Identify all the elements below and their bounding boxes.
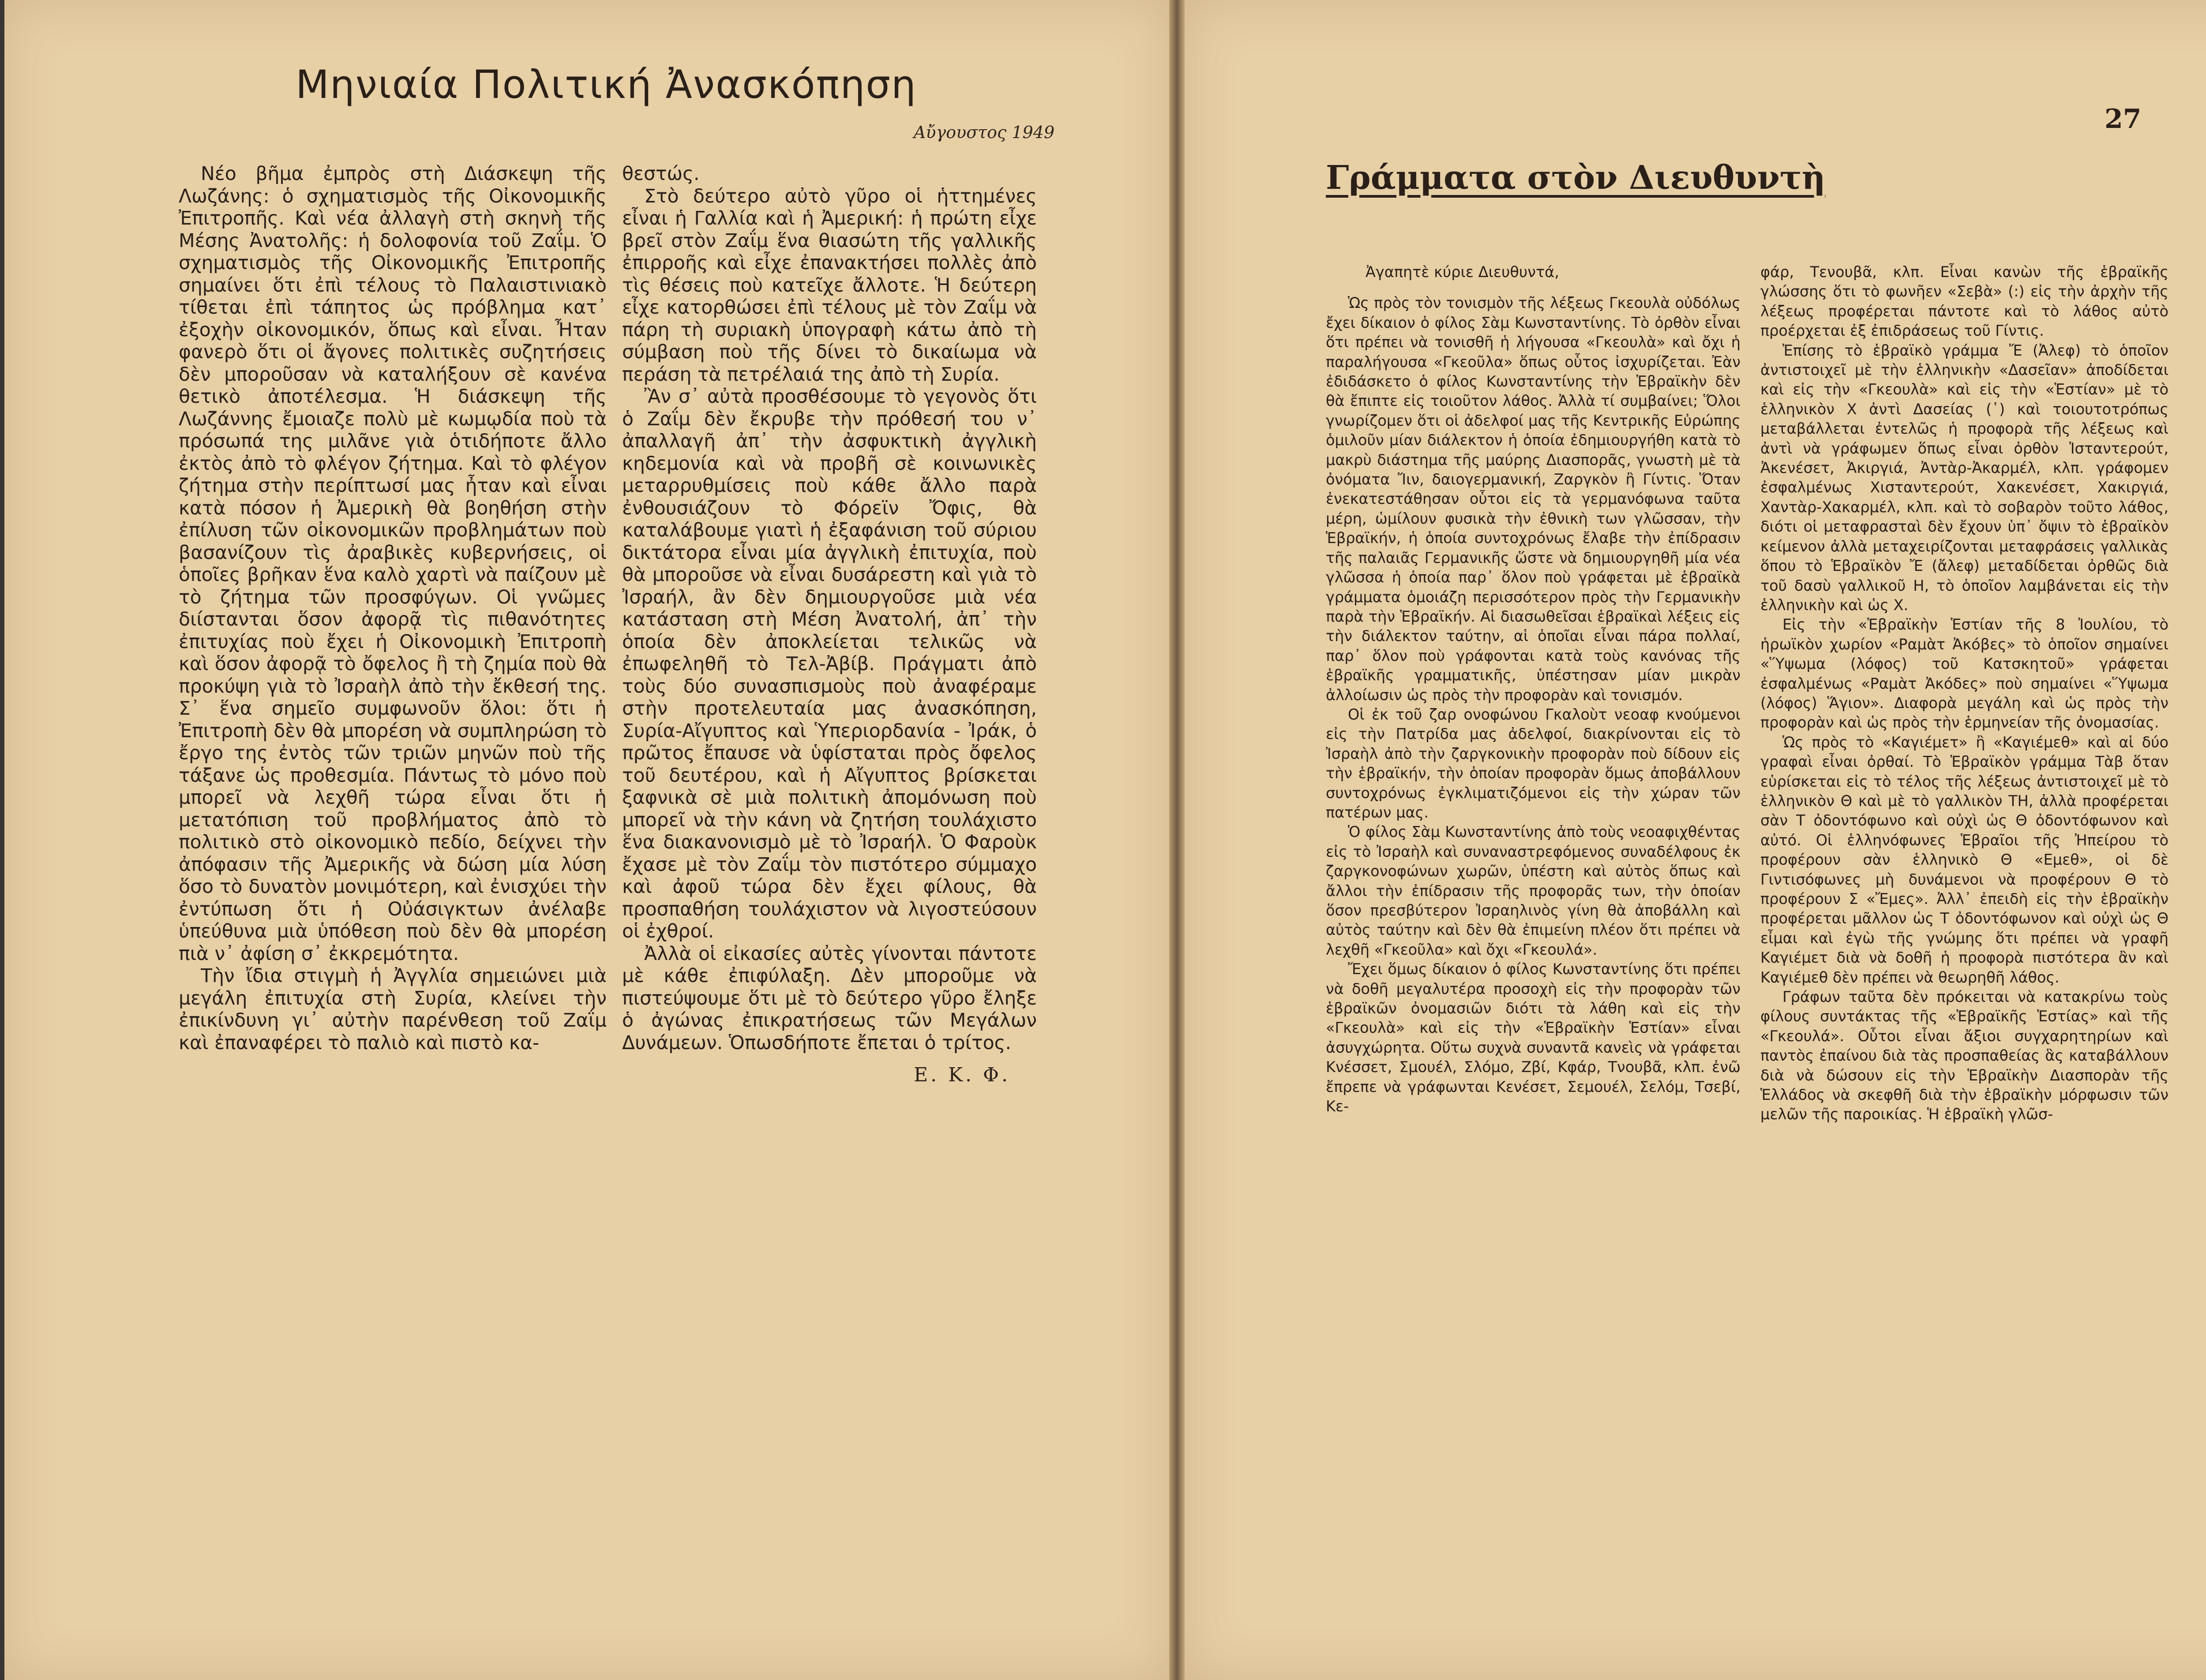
left-column-2 [622, 163, 1037, 1575]
paragraph: Νέο βῆμα ἐμπρὸς στὴ Διάσκεψη τῆς Λωζάνης: ὁ σχηματισμὸς τῆς Οἰκονομικῆς Ἐπιτροπῆς. Καὶ νέα ἀλλαγὴ στὴ σκηνὴ τῆς Μέσης Ἀνατολῆς: ἡ δολοφονία τοῦ Ζαΐμ. Ὁ σχηματισμὸς τῆς Οἰκονομικῆς Ἐπιτροπῆς σημαίνει ὅτι ἐπὶ τέλους τὸ Παλαιστινιακὸ τίθεται ἐπὶ τάπητος ὡς πρόβλημα κατ᾽ ἐξοχὴν οἰκονομικόν, ὅπως καὶ εἶναι. Ἦταν φανερὸ ὅτι οἱ ἄγονες πολιτικὲς συζητήσεις δὲν μποροῦσαν νὰ καταλήξουν σὲ κανένα θετικὸ ἀποτέλεσμα. Ἡ διάσκεψη τῆς Λωζάννης ἔμοιαζε πολὺ μὲ κωμῳδία ποὺ τὰ πρόσωπά της μιλᾶνε γιὰ ὁτιδήποτε ἄλλο ἐκτὸς ἀπὸ τὸ φλέγον ζήτημα. Καὶ τὸ φλέγον ζήτημα στὴν περίπτωσί μας ἦταν καὶ εἶναι κατὰ πόσον ἡ Ἀμερικὴ θὰ βοηθήση στὴν ἐπίλυση τῶν οἰκονομικῶν προβλημάτων ποὺ βασανίζουν τὶς ἀραβικὲς κυβερνήσεις, οἱ ὁποῖες βρῆκαν ἕνα καλὸ χαρτὶ νὰ παίζουν μὲ τὸ ζήτημα τῶν προσφύγων. Οἱ γνῶμες διίστανται ὅσον ἀφορᾷ τὶς πιθανότητες ἐπιτυχίας ποὺ ἔχει ἡ Οἰκονομικὴ Ἐπιτροπὴ καὶ ὅσον ἀφορᾷ τὸ ὄφελος ἢ τὴ ζημία ποὺ θὰ προκύψη γιὰ τὸ Ἰσραὴλ ἀπὸ τὴν ἔκθεσή της. Σ᾽ ἕνα σημεῖο συμφωνοῦν ὅλοι: ὅτι ἡ Ἐπιτροπὴ δὲν θὰ μπορέση νὰ συμπληρώση τὸ ἔργο της ἐντὸς τῶν τριῶν μηνῶν ποὺ τῆς τάξανε ὡς προθεσμία. Πάντως τὸ μόνο ποὺ μπορεῖ νὰ λεχθῆ τώρα εἶναι ὅτι ἡ μετατόπιση τοῦ προβλήματος ἀπὸ τὸ πολιτικὸ στὸ οἰκονομικὸ πεδίο, δείχνει τὴν ἀπόφασιν τῆς Ἀμερικῆς νὰ δώση μία λύση ὅσο τὸ δυνατὸν μονιμότερη, καὶ ἐνισχύει τὴν ἐντύπωση ὅτι ἡ Οὐάσιγκτων ἀνέλαβε ὑπεύθυνα μιὰ ὑπόθεση ποὺ δὲν θὰ μπορέση πιὰ ν᾽ ἀφίση σ᾽ ἐκκρεμότητα. [179, 163, 607, 965]
paragraph: Ἂν σ᾽ αὐτὰ προσθέσουμε τὸ γεγονὸς ὅτι ὁ Ζαΐμ δὲν ἔκρυβε τὴν πρόθεσή του ν᾽ ἀπαλλαγῆ ἀπ᾽ τὴν ἀσφυκτικὴ ἀγγλικὴ κηδεμονία καὶ νὰ προβῆ σὲ κοινωνικὲς μεταρρυθμίσεις ποὺ κάθε ἄλλο παρὰ ἐνθουσιάζουν τὸ Φόρεϊν Ὄφις, θὰ καταλάβουμε γιατὶ ἡ ἐξαφάνιση τοῦ σύριου δικτάτορα εἶναι μία ἀγγλικὴ ἐπιτυχία, ποὺ θὰ μποροῦσε νὰ εἶναι δυσάρεστη καὶ γιὰ τὸ Ἰσραήλ, ἂν δὲν δημιουργοῦσε μιὰ νέα κατάσταση στὴ Μέση Ἀνατολή, ἀπ᾽ τὴν ὁποία δὲν ἀποκλείεται τελικῶς νὰ ἐπωφεληθῆ τὸ Τελ-Ἀβίβ. Πράγματι ἀπὸ τοὺς δύο συνασπισμοὺς ποὺ ἀναφέραμε στὴν προτελευταία μας ἀνασκόπηση, Συρία-Αἴγυπτος καὶ Ὑπεριορδανία - Ἰράκ, ὁ πρῶτος ἔπαυσε νὰ ὑφίσταται πρὸς ὄφελος τοῦ δευτέρου, καὶ ἡ Αἴγυπτος βρίσκεται ξαφνικὰ σὲ μιὰ πολιτικὴ ἀπομόνωση ποὺ μπορεῖ νὰ τὴν κάνη νὰ ζητήση τουλάχιστο ἕνα διακανονισμὸ μὲ τὸ Ἰσραήλ. Ὁ Φαροὺκ ἔχασε μὲ τὸν Ζαΐμ τὸν πιστότερο σύμμαχο καὶ ἀφοῦ τώρα δὲν ἔχει φίλους, θὰ προσπαθήση τουλάχιστον νὰ λιγοστεύσουν οἱ ἐχθροί. [622, 386, 1037, 942]
paragraph: Ἐπίσης τὸ ἑβραϊκὸ γράμμα Ἔ (Ἀλεφ) τὸ ὁποῖον ἀντιστοιχεῖ μὲ τὴν ἑλληνικὴν «Δασεῖαν» ἀποδίδεται καὶ εἰς τὴν «Γκεουλὰ» καὶ εἰς τὴν «Ἑστίαν» μὲ τὸ ἑλληνικὸν Χ ἀντὶ Δασείας (῾) καὶ τοιουτοτρόπως μεταβάλλεται ἐντελῶς ἡ προφορὰ τῆς λέξεως καὶ ἀντὶ νὰ γράφωμεν ὅπως εἶναι ὀρθὸν Ἰσταντερούτ, Ἀκενέσετ, Ἀκιργιά, Ἀντὰρ-Ἀκαρμέλ, κλπ. γράφομεν ἐσφαλμένως Χισταντερούτ, Χακενέσετ, Χακιργιά, Χαντὰρ-Χακαρμέλ, κλπ. καὶ τὸ σοβαρὸν τοῦτο λάθος, διότι οἱ μεταφρασταὶ δὲν ἔχουν ὑπ᾽ ὄψιν τὸ ἑβραϊκὸν κείμενον ἀλλὰ μεταχειρίζονται μεταφράσεις γαλλικὰς ὅπου τὸ Ἑβραϊκὸν Ἔ (ἄλεφ) μεταδίδεται ὀρθῶς διὰ τοῦ δασὺ γαλλικοῦ Η, τὸ ὁποῖον λαμβάνεται εἰς τὴν ἑλληνικὴν καὶ ὡς Χ. [1760, 341, 2168, 614]
paragraph: θεστώς. [622, 163, 700, 185]
paragraph: Ὁ φίλος Σὰμ Κωνσταντίνης ἀπὸ τοὺς νεοαφιχθέντας εἰς τὸ Ἰσραὴλ καὶ συναναστρεφόμενος συναδέλφους ἐκ ζαργκονοφώνων χωρῶν, ὑπέστη καὶ αὐτὸς ὅπως καὶ ἄλλοι τὴν ἐπίδρασιν τῆς προφορᾶς των, τὴν ὁποίαν ὅσον πρεσβύτερον Ἰσραηλινὸς γίνη θὰ ἀποβάλλη καὶ αὐτὸς ταύτην καὶ δὲν θὰ ἐπιμείνη πλέον ὅτι πρέπει νὰ λεχθῆ «Γκεοῦλα» καὶ ὄχι «Γκεουλά». [1326, 823, 1741, 958]
left-column-1 [179, 163, 607, 1575]
right-column-2 [1760, 262, 2168, 1630]
article-title: Μηνιαία Πολιτική Ἀνασκόπηση [296, 62, 917, 107]
paragraph: Εἰς τὴν «Ἑβραϊκὴν Ἑστίαν τῆς 8 Ἰουλίου, τὸ ἡρωϊκὸν χωρίον «Ραμὰτ Ἀκόβες» τὸ ὁποῖον σημαίνει «Ὕψωμα (λόφος) τοῦ Κατσκητοῦ» γράφεται ἐσφαλμένως «Ραμὰτ Ἀκόδες» ποὺ σημαίνει «Ὕψωμα (λόφος) Ἅγιον». Διαφορὰ μεγάλη καὶ ὡς πρὸς τὴν προφορὰν καὶ ὡς πρὸς τὴν ἑρμηνείαν τῆς ὀνομασίας. [1760, 616, 2168, 731]
letters-title: Γράμματα στὸν Διευθυντὴ [1326, 159, 1826, 197]
signature: Ε. Κ. Φ. [914, 1064, 1010, 1086]
paragraph: Ὡς πρὸς τὸ «Καγιέμετ» ἢ «Καγιέμεθ» καὶ αἱ δύο γραφαὶ εἶναι ὀρθαί. Τὸ Ἑβραϊκὸν γράμμα Τὰβ ὅταν εὑρίσκεται εἰς τὸ τέλος τῆς λέξεως ἀντιστοιχεῖ μὲ τὸ ἑλληνικὸν Θ καὶ μὲ τὸ γαλλικὸν ΤΗ, ἀλλὰ προφέρεται σὰν Τ ὀδοντόφωνο καὶ οὐχὶ ὡς Θ ὀδοντόφωνον καὶ αὐτό. Οἱ ἑλληνόφωνες Ἑβραῖοι τῆς Ἠπείρου τὸ προφέρουν σὰν ἑλληνικὸ Θ «Εμεθ», οἱ δὲ Γιντισόφωνες μὴ δυνάμενοι νὰ προφέρουν Θ τὸ προφέρουν Σ «Ἔμες». Ἀλλ᾽ ἐπειδὴ εἰς τὴν ἑβραϊκὴν προφέρεται μᾶλλον ὡς Τ ὀδοντόφωνον καὶ οὐχὶ ὡς Θ εἶμαι καὶ ἐγὼ τῆς γνώμης ὅτι πρέπει νὰ γραφῆ Καγιέμετ διὰ νὰ δοθῆ ἡ προφορὰ πιστότερα ἂν καὶ Καγιέμεθ δὲν πρέπει νὰ θεωρηθῆ λάθος. [1760, 733, 2168, 986]
salutation: Ἀγαπητὲ κύριε Διευθυντά, [1366, 263, 1559, 281]
book-gutter [1169, 0, 1185, 1680]
dateline: Αὔγουστος 1949 [913, 123, 1054, 142]
paragraph: Ὡς πρὸς τὸν τονισμὸν τῆς λέξεως Γκεουλὰ οὐδόλως ἔχει δίκαιον ὁ φίλος Σὰμ Κωνσταντίνης. Τὸ ὀρθὸν εἶναι ὅτι πρέπει νὰ τονισθῆ ἡ λήγουσα «Γκεουλὰ» καὶ ὄχι ἡ παραλήγουσα «Γκεοῦλα» ὅπως οὗτος ἰσχυρίζεται. Ἐὰν ἐδιδάσκετο ὁ φίλος Κωνσταντίνης τὴν Ἑβραϊκὴν δὲν θὰ ἔπιπτε εἰς τοιοῦτον λάθος. Ἀλλὰ τί συμβαίνει; Ὅλοι γνωρίζομεν ὅτι οἱ ἀδελφοί μας τῆς Κεντρικῆς Εὐρώπης ὁμιλοῦν μίαν διάλεκτον ἡ ὁποία ἐδημιουργήθη κατὰ τὸ μακρὺ διάστημα τῆς μαύρης Διασπορᾶς, γνωστὴ μὲ τὰ ὀνόματα Ἴιν, δαιογερμανική, Ζαργκὸν ἢ Γίντις. Ὅταν ἐνεκατεστάθησαν οὗτοι εἰς τὰ γερμανόφωνα ταῦτα μέρη, ὡμίλουν φυσικὰ τὴν ἐθνικὴ των γλῶσσαν, τὴν Ἑβραϊκήν, ἡ ὁποία συντοχρόνως ἔλαβε τὴν ἐπίδρασιν τῆς παλαιᾶς Γερμανικῆς ὥστε νὰ δημιουργηθῆ μία νέα γλῶσσα ἡ ὁποία παρ᾽ ὅλον ποὺ γράφεται μὲ ἑβραϊκὰ γράμματα ὁμοιάζη περισσότερον πρὸς τὴν Γερμανικὴν παρὰ τὴν Ἑβραϊκήν. Αἱ διασωθεῖσαι ἑβραϊκαὶ λέξεις εἰς τὴν διάλεκτον ταύτην, αἱ ὁποῖαι εἶναι πάρα πολλαί, παρ᾽ ὅλον ποὺ γράφονται κατὰ τοὺς κανόνας τῆς ἑβραϊκῆς γραμματικῆς, ὑπέστησαν μίαν μικρὰν ἀλλοίωσιν ὡς πρὸς τὴν προφορὰν καὶ τονισμόν. [1326, 294, 1741, 704]
paragraph: Ἀλλὰ οἱ εἰκασίες αὐτὲς γίνονται πάντοτε μὲ κάθε ἐπιφύλαξη. Δὲν μποροῦμε νὰ πιστεύψουμε ὅτι μὲ τὸ δεύτερο γῦρο ἔληξε ὁ ἀγώνας ἐπικρατήσεως τῶν Μεγάλων Δυνάμεων. Ὁπωσδήποτε ἔπεται ὁ τρίτος. [622, 943, 1037, 1054]
page-number: 27 [2105, 104, 2142, 135]
paragraph: φάρ, Τενουβᾶ, κλπ. Εἶναι κανὼν τῆς ἑβραϊκῆς γλώσσης ὅτι τὸ φωνῆεν «Σεβὰ» (:) εἰς τὴν ἀρχὴν τῆς λέξεως προφέρεται πάντοτε καὶ τὸ λάθος αὐτὸ προέρχεται ἐξ ἐπιδράσεως τοῦ Γίντις. [1760, 263, 2168, 340]
right-column-1 [1326, 262, 1741, 1630]
right-page [1185, 0, 2206, 1680]
paragraph: Οἱ ἐκ τοῦ ζαρ ονοφώνου Γκαλοὺτ νεοαφ κνούμενοι εἰς τὴν Πατρίδα μας ἀδελφοί, διακρίνονται εἰς τὸ Ἰσραὴλ ἀπὸ τὴν ζαργκονικὴν προφορὰν ποὺ δίδουν εἰς τὴν ἑβραϊκήν, τὴν ὁποίαν προφορὰν ὅμως ἀποβάλλουν συντοχρόνως ἐγκλιματιζόμενοι εἰς τὴν χώραν τῶν πατέρων μας. [1326, 705, 1741, 821]
left-page [4, 0, 1169, 1680]
paragraph: Τὴν ἴδια στιγμὴ ἡ Ἀγγλία σημειώνει μιὰ μεγάλη ἐπιτυχία στὴ Συρία, κλείνει τὴν ἐπικίνδυνη γι᾽ αὐτὴν παρένθεση τοῦ Ζαΐμ καὶ ἐπαναφέρει τὸ παλιὸ καὶ πιστὸ κα- [179, 965, 607, 1054]
paragraph: Γράφων ταῦτα δὲν πρόκειται νὰ κατακρίνω τοὺς φίλους συντάκτας τῆς «Ἑβραϊκῆς Ἑστίας» καὶ τῆς «Γκεουλά». Οὗτοι εἶναι ἄξιοι συγχαρητηρίων καὶ παντὸς ἐπαίνου διὰ τὰς προσπαθείας ἃς καταβάλλουν διὰ νὰ δώσουν εἰς τὴν Ἑβραϊκὴν Διασπορὰν τῆς Ἑλλάδος νὰ σκεφθῆ διὰ τὴν ἑβραϊκὴν μόρφωσιν τῶν μελῶν τῆς παροικίας. Ἡ ἑβραϊκὴ γλῶσ- [1760, 988, 2168, 1123]
paragraph: Ἔχει ὅμως δίκαιον ὁ φίλος Κωνσταντίνης ὅτι πρέπει νὰ δοθῆ μεγαλυτέρα προσοχὴ εἰς τὴν προφορὰν τῶν ἑβραϊκῶν ὀνομασιῶν διότι τὰ λάθη καὶ εἰς τὴν «Γκεουλὰ» καὶ εἰς τὴν «Ἑβραϊκὴν Ἑστίαν» εἶναι ἀσυγχώρητα. Οὕτω συχνὰ συναντᾶ κανεὶς νὰ γράφεται Κνέσσετ, Σμουέλ, Σλόμο, Ζβί, Κφάρ, Τνουβᾶ, κλπ. ἐνῶ ἔπρεπε νὰ γράφωνται Κενέσετ, Σεμουέλ, Σελόμ, Τσεβί, Κε- [1326, 960, 1741, 1115]
paragraph: Στὸ δεύτερο αὐτὸ γῦρο οἱ ἡττημένες εἶναι ἡ Γαλλία καὶ ἡ Ἀμερική: ἡ πρώτη εἶχε βρεῖ στὸν Ζαΐμ ἕνα θιασώτη τῆς γαλλικῆς ἐπιρροῆς καὶ εἶχε ἐπανακτήσει πολλὲς ἀπὸ τὶς θέσεις ποὺ κατεῖχε ἄλλοτε. Ἡ δεύτερη εἶχε κατορθώσει ἐπὶ τέλους μὲ τὸν Ζαΐμ νὰ πάρη τὴ συριακὴ ὑπογραφὴ κάτω ἀπὸ τὴ σύμβαση ποὺ τῆς δίνει τὸ δικαίωμα νὰ περάση τὰ πετρέλαιά της ἀπὸ τὴ Συρία. [622, 185, 1037, 386]
